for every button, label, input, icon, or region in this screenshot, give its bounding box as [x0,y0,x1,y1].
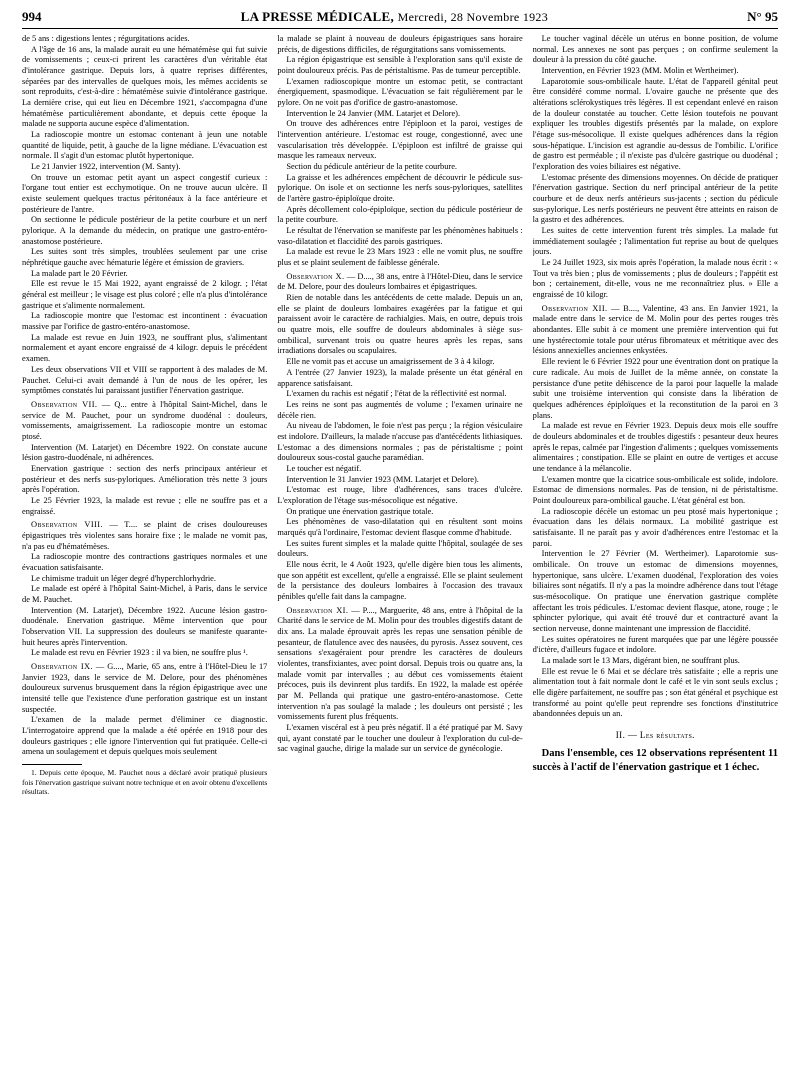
paragraph: L'estomac est rouge, libre d'adhérences, sans traces d'ulcère. L'exploration de l'étage sus-mésocolique est négative. [277,485,523,505]
issue-date: Mercredi, 28 Novembre 1923 [397,10,549,24]
column-1 [22,34,267,1078]
paragraph: La radioscopie montre que l'estomac est incontinent : évacuation massive par l'orifice de gastro-entéro-anastomose. [22,311,268,332]
paragraph: de 5 ans : digestions lentes ; régurgitations acides. [22,34,190,43]
observation-text: — B...., Valentine, 43 ans. En Janvier 1921, la malade entre dans le service de M. Molin pour des pertes rouges très abondantes. Elle subit à ce moment une première intervention qui fut une hystérectomie totale pour utérus fibromateux et métritique avec des lésions annexielles anciennes enkystées. [532,303,778,356]
paragraph: L'examen viscéral est à peu près négatif. Il a été pratiqué par M. Savy qui, ayant constaté par le toucher une douleur à l'exploration du cul-de-sac vaginal gauche, dirige la malade sur un service de gynécologie. [277,723,523,754]
observation-12 [533,304,778,357]
paragraph: Le toucher est négatif. [286,463,362,473]
paragraph: L'examen du rachis est négatif ; l'état de la réflectivité est normal. [286,389,507,399]
paragraph: La région épigastrique est sensible à l'exploration sans qu'il existe de point douloureux précis. Pas de péristaltisme. Pas de tumeur perceptible. [277,55,523,76]
paragraph: Le malade est opéré à l'hôpital Saint-Michel, à Paris, dans le service de M. Pauchet. [22,584,268,604]
paragraph: Laparotomie sous-ombilicale haute. L'état de l'appareil génital peut être considéré comme normal. L'ovaire gauche ne présente que des altérations sclérokystiques très légères. Il est cependant enlevé en raison de la douleur constatée au toucher. Cette lésion toutefois ne pouvant expliquer les troubles digestifs présentés par la malade, on explore l'étage sus-mésocolique. Il existe quelques adhérences dans la région sous-hépatique. L'incision est agrandie au-dessus de l'ombilic. L'orifice de gastro est perméable ; il n'existe pas d'ulcère gastrique ou duodénal ; l'exploration des voies biliaires est négative. [532,76,778,172]
page-number: 994 [22,9,42,24]
paragraph: La malade est revue le 23 Mars 1923 : elle ne vomit plus, ne souffre plus et se plaint seulement de faiblesse générale. [277,247,523,268]
observation-9 [22,662,267,715]
observation-text: — Q... entre à l'hôpital Saint-Michel, dans le service de M. Pauchet, pour un syndrome duodénal : douleurs, vomissements, amaigrissement. La radioscopie montre un estomac ptosé. [22,399,268,441]
paragraph: Le malade est revu en Février 1923 : il va bien, ne souffre plus ¹. [31,648,248,658]
observation-text: — D...., 38 ans, entre à l'Hôtel-Dieu, dans le service de M. Delore, pour des douleurs lombaires et épigastriques. [277,271,523,292]
paragraph: Intervention (M. Latarjet) en Décembre 1922. On constate aucune lésion gastro-duodénale, ni adhérences. [22,442,268,463]
page-header [22,6,778,29]
paragraph: Les reins ne sont pas augmentés de volume ; l'examen urinaire ne décèle rien. [277,399,523,420]
paragraph: Intervention le 31 Janvier 1923 (MM. Latarjet et Delore). [286,474,479,484]
observation-label: Observation XII. [541,303,608,313]
issue-number: N° 95 [747,9,778,24]
paragraph: La graisse et les adhérences empêchent de découvrir le pédicule sus-pylorique. On isole et on sectionne les nerfs sous-pyloriques, satellites de l'artère gastro-épiploïque droite. [277,172,523,204]
paragraph: Le 21 Janvier 1922, intervention (M. Santy). [31,162,181,172]
paragraph: Au niveau de l'abdomen, le foie n'est pas perçu ; la région vésiculaire est indolore. D'ailleurs, la malade n'accuse pas d'antécédents lithiasiques. L'estomac a des dimensions normales ; pas de péristaltisme ; point douloureux sous-costal gauche paramédian. [277,421,523,463]
results-summary: Dans l'ensemble, ces 12 observations représentent 11 succès à l'actif de l'énervation gastrique et 1 échec. [532,748,778,774]
column-3 [533,34,778,1078]
paragraph: On pratique une énervation gastrique totale. [286,506,434,516]
observation-label: Observation IX. [31,661,93,671]
paragraph: La malade est revue en Février 1923. Depuis deux mois elle souffre de douleurs abdominales et de troubles digestifs : pesanteur deux heures après le repas, calmée par l'ingestion d'aliments ; quelques vomissements alimentaires ; constipation. Elle se plaint en outre de vertiges et accuse une tendance à la mélancolie. [532,421,778,473]
column-2 [277,34,522,1078]
observation-text: — G...., Marie, 65 ans, entre à l'Hôtel-Dieu le 17 Janvier 1923, dans le service de M. Delore, pour des phénomènes douloureux survenus brusquement dans la région épigastrique avec une intensité telle que l'existence d'une perforation gastrique est un instant suspectée. [22,661,268,714]
paragraph: Les suites opératoires ne furent marquées que par une légère poussée d'ictère, d'ailleurs fugace et indolore. [532,634,778,655]
observation-label: Observation VIII. [31,520,103,530]
observation-label: Observation VII. [31,399,98,409]
observation-label: Observation XI. [286,605,349,615]
paragraph: Les suites sont très simples, troublées seulement par une crise néphrétique gauche avec hématurie légère et émission de graviers. [22,247,268,268]
paragraph: Le 24 Juillet 1923, six mois après l'opération, la malade nous écrit : « Tout va très bien ; plus de vomissements ; plus de douleurs ; l'appétit est bon ; certainement, dit-elle, vous ne me reconnaîtriez plus. » Elle a engraissé de 10 kilogr. [532,258,778,300]
section-heading: II. — Les résultats. [615,730,695,740]
paragraph: Elle revient le 6 Février 1922 pour une éventration dont on pratique la cure radicale. Au mois de Juillet de la même année, on constate la persistance d'une petite déhiscence de la paroi pour laquelle la malade subit une troisième intervention qui consiste dans la libération de quelques adhérences épiploïques et la reconstitution de la paroi en 3 plans. [532,357,778,420]
paragraph: Le chimisme traduit un léger degré d'hyperchlorhydrie. [31,573,216,583]
footnote: 1. Depuis cette époque, M. Pauchet nous a déclaré avoir pratiqué plusieurs fois l'énervation gastrique suivant notre technique et en avoir obtenu d'excellents résultats. [22,768,268,796]
paragraph: Le 25 Février 1923, la malade est revue ; elle ne souffre pas et a engraissé. [22,495,268,516]
journal-name: LA PRESSE MÉDICALE, [240,9,395,24]
paragraph: Intervention le 24 Janvier (MM. Latarjet et Delore). [286,108,461,118]
paragraph: la malade se plaint à nouveau de douleurs épigastriques sans horaire précis, de digestions difficiles, de régurgitations sans vomissements. [277,34,523,54]
paragraph: La malade sort le 13 Mars, digérant bien, ne souffrant plus. [541,655,740,665]
paragraph: Le résultat de l'énervation se manifeste par les phénomènes habituels : vaso-dilatation et flaccidité des parois gastriques. [277,226,523,246]
paragraph: L'examen montre que la cicatrice sous-ombilicale est solide, indolore. Estomac de dimensions normales. Pas de tension, ni de péristaltisme. Point douloureux para-ombilical gauche. L'état général est bon. [532,474,778,505]
paragraph: Les phénomènes de vaso-dilatation qui en résultent sont moins marqués qu'à l'ordinaire, l'estomac devient flasque comme d'habitude. [277,517,523,537]
paragraph: L'examen de la malade permet d'éliminer ce diagnostic. L'interrogatoire apprend que la malade a été opérée en 1918 pour des douleurs gastriques ; elle ignore l'intervention qui fut pratiquée. Celle-ci amena un soulagement et depuis quelques mois seulement [22,715,268,757]
paragraph: Les suites furent simples et la malade quitte l'hôpital, soulagée de ses douleurs. [277,538,523,559]
article-columns [22,34,778,1078]
paragraph: La radioscopie montre des contractions gastriques normales et une évacuation satisfaisante. [22,552,268,572]
paragraph: Les deux observations VII et VIII se rapportent à des malades de M. Pauchet. Celui-ci avait demandé à l'un de nous de les opérer, les symptômes constatés lui paraissant justifier l'énervation gastrique. [22,364,268,396]
paragraph: L'examen radioscopique montre un estomac petit, se contractant énergiquement, spasmodique. L'évacuation se fait régulièrement par le pylore. On ne voit pas d'orifice de gastro-anastomose. [277,76,523,108]
paragraph: Elle nous écrit, le 4 Août 1923, qu'elle digère bien tous les aliments, que son appétit est excellent, qu'elle a engraissé. Elle se plaint seulement de la persistance des douleurs lombaires à l'occasion des travaux pénibles qu'elle fait dans la campagne. [277,559,523,601]
paragraph: On trouve des adhérences entre l'épiploon et la paroi, vestiges de l'intervention antérieure. L'estomac est rouge, congestionné, avec une vascularisation très développée. L'épiploon est infiltré de graisse qui masque les rameaux nerveux. [277,119,523,161]
paragraph: A l'âge de 16 ans, la malade aurait eu une hématémèse qui fut suivie de vomissements ; ceux-ci prirent les caractères d'un véritable état d'intolérance gastrique. Depuis lors, à quatre reprises différentes, séparées par des intervalles de quelques mois, les mêmes accidents se sont reproduits, c'est-à-dire : hématémèse suivie d'intolérance gastrique. La dernière crise, qui eut lieu en Décembre 1921, s'accompagna d'une hématémèse particulièrement abondante, et depuis cette époque la malade ne supporta aucune espèce d'alimentation. [22,44,268,129]
paragraph: On sectionne le pédicule postérieur de la petite courbure et un nerf pylorique. A la demande du médecin, on pratique une gastro-entéro-anastomose postérieure. [22,215,268,246]
paragraph: La radioscopie montre un estomac contenant à jeun une notable quantité de liquide, petit, à gauche de la ligne médiane. L'évacuation est normale. Il s'agit d'un estomac plutôt hypertonique. [22,130,268,161]
paragraph: Elle est revue le 6 Mai et se déclare très satisfaite ; elle a repris une alimentation tout à fait normale dont le café et le vin sont seuls exclus ; elle digère parfaitement, ne souffre pas ; son état général et psychique est transformé au point qu'elle peut reprendre ses fonctions d'institutrice abandonnées depuis un an. [532,666,778,719]
observation-8 [22,520,267,552]
paragraph: Les suites de cette intervention furent très simples. La malade fut immédiatement soulagée ; l'alimentation fut reprise au bout de quelques jours. [532,226,778,257]
paragraph: Intervention, en Février 1923 (MM. Molin et Wertheimer). [541,66,739,76]
paragraph: La malade est revue en Juin 1923, ne souffrant plus, s'alimentant normalement et ayant encore engraissé de 4 kilogr. depuis le précédent examen. [22,332,268,364]
paragraph: Après décollement colo-épiploïque, section du pédicule postérieur de la petite courbure. [277,204,523,225]
running-title [42,9,748,25]
paragraph: Section du pédicule antérieur de la petite courbure. [286,162,458,172]
paragraph: L'estomac présente des dimensions moyennes. On décide de pratiquer l'énervation gastrique. Section du nerf principal antérieur de la petite courbure et de deux nerfs antérieurs sus-jacents ; section du pédicule sus-pylorique. Les nerfs postérieurs ne peuvent être atteints en raison de la gastro et des adhérences. [532,172,778,225]
paragraph: La radioscopie décèle un estomac un peu ptosé mais hypertonique ; évacuation dans les délais normaux. La mobilité gastrique est satisfaisante. Il ne paraît pas y avoir d'adhérences entre l'estomac et la paroi. [532,506,778,548]
paragraph: On trouve un estomac petit ayant un aspect congestif curieux : l'organe tout entier est ecchymotique. On ne trouve aucun ulcère. Il existe seulement quelques tractus péritonéaux à la face antérieure et postérieure de l'antre. [22,172,268,214]
observation-10 [277,272,522,293]
paragraph: Elle ne vomit pas et accuse un amaigrissement de 3 à 4 kilogr. [286,357,495,367]
paragraph: La malade part le 20 Février. [31,268,128,278]
observation-11 [277,606,522,723]
observation-text: — T.... se plaint de crises douloureuses épigastriques très violentes sans horaire fixe ; le malade ne vomit pas, n'a pas eu d'hématémèses. [22,520,268,551]
paragraph: Intervention le 27 Février (M. Wertheimer). Laparotomie sus-ombilicale. On trouve un estomac de dimensions moyennes, hypertonique, sans ulcère. L'examen duodénal, l'exploration des voies biliaires sont négatifs. Il n'y a pas la moindre adhérence dans tout l'étage sus-mésocolique. On pratique une énervation gastrique complète affectant les trois pédicules. L'estomac devient flasque, atone, rouge ; le sphincter pylorique, qui avait été trouvé dur et contracturé avant la section nerveuse, donne maintenant une impression de flaccidité. [532,549,778,633]
footnote-divider [22,764,82,765]
observation-7 [22,400,267,443]
paragraph: Rien de notable dans les antécédents de cette malade. Depuis un an, elle se plaint de douleurs lombaires exagérées par la fatigue et qui paraissent avoir le caractère de rachialgies. Mais, en outre, depuis trois ou quatre mois, elle souffre de douleurs abdominales à siège sus-ombilical, survenant trois ou quatre heures après les repas, sans irradiations dorsales ou scapulaires. [277,293,523,356]
paragraph: Elle est revue le 15 Mai 1922, ayant engraissé de 2 kilogr. ; l'état général est meilleur ; le visage est plus coloré ; elle n'a plus d'intolérance gastrique et s'alimente normalement. [22,279,268,310]
paragraph: Enervation gastrique : section des nerfs principaux antérieur et postérieur et des nerfs sus-pyloriques. Amélioration très nette 3 jours après l'opération. [22,463,268,495]
observation-text: — P...., Marguerite, 48 ans, entre à l'hôpital de la Charité dans le service de M. Molin pour des troubles digestifs datant de dix ans. La malade éprouvait après les repas une sensation pénible de pesanteur, de flatulence avec des nausées, du pyrosis. Assez souvent, ces sensations s'exagéraient pour prendre les caractères de douleurs violentes, transfixiantes, avec point dorsal. Depuis trois ou quatre ans, la malade vomit par intervalles ; au début ces vomissements étaient précoces, puis ils devinrent plus tardifs. En 1922, la malade est opérée par M. Pellanda qui pratique une gastro-entéro-anastomose. Cette intervention n'a pas soulagé la malade ; les douleurs ont persisté ; les vomissements furent plus fréquents. [277,605,523,722]
paragraph: Le toucher vaginal décèle un utérus en bonne position, de volume normal. Les annexes ne sont pas perçues ; on confirme seulement la douleur à la pression du côté gauche. [532,34,778,65]
paragraph: Intervention (M. Latarjet), Décembre 1922. Aucune lésion gastro-duodénale. Enervation gastrique. Même intervention que pour l'observation VII. La suppression des douleurs se manifeste quarante-huit heures après l'intervention. [22,605,268,647]
paragraph: A l'entrée (27 Janvier 1923), la malade présente un état général en apparence satisfaisant. [277,367,523,388]
observation-label: Observation X. [286,271,345,281]
